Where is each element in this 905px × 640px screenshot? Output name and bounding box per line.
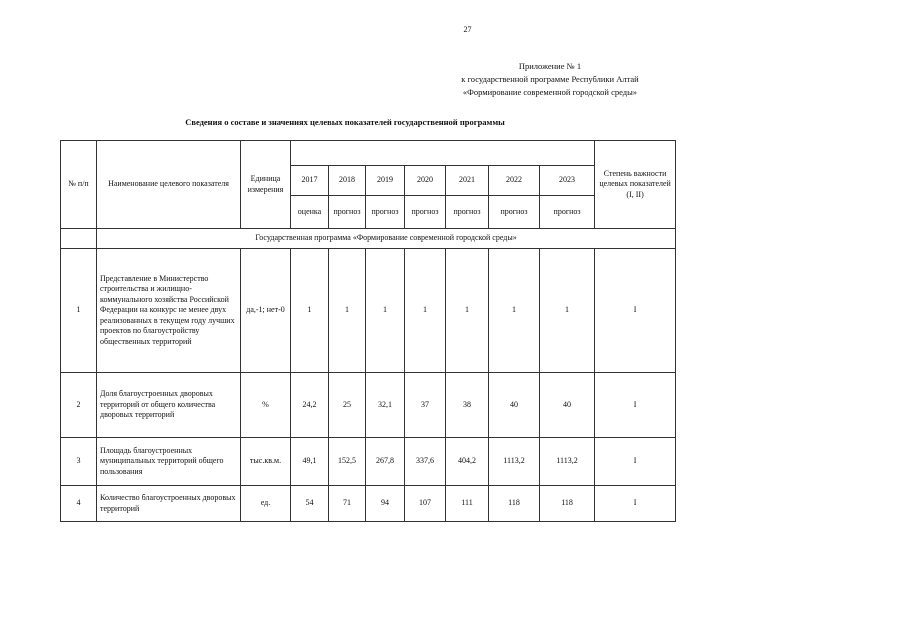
row-num: 4 <box>61 486 97 522</box>
row-value: 54 <box>291 486 329 522</box>
row-value: 32,1 <box>366 373 405 438</box>
year-type: прогноз <box>446 196 489 229</box>
year-header: 2020 <box>405 166 446 196</box>
year-header: 2019 <box>366 166 405 196</box>
row-unit: да,-1; нет-0 <box>241 249 291 373</box>
table-row <box>61 486 676 522</box>
appendix-line-3: «Формирование современной городской среды» <box>462 87 638 97</box>
row-value: 38 <box>446 373 489 438</box>
row-name: Количество благоустроенных дворовых территорий <box>97 486 241 522</box>
row-name: Площадь благоустроенных муниципальных территорий общего пользования <box>97 438 241 486</box>
year-type: прогноз <box>329 196 366 229</box>
row-importance: I <box>595 438 676 486</box>
header-unit: Единица измерения <box>241 141 291 229</box>
row-name: Представление в Министерство строительства и жилищно-коммунального хозяйства Российской Федерации на конкурс не менее двух реализованных в текущем году лучших проектов по благоустройству общественных территорий <box>97 249 241 373</box>
year-type: прогноз <box>540 196 595 229</box>
row-value: 404,2 <box>446 438 489 486</box>
row-value: 1113,2 <box>540 438 595 486</box>
row-value: 1 <box>489 249 540 373</box>
row-value: 94 <box>366 486 405 522</box>
header-row <box>61 141 676 166</box>
table-row <box>61 438 676 486</box>
page-number: 27 <box>463 25 472 34</box>
row-value: 267,8 <box>366 438 405 486</box>
row-value: 111 <box>446 486 489 522</box>
year-header: 2018 <box>329 166 366 196</box>
row-value: 40 <box>540 373 595 438</box>
row-name: Доля благоустроенных дворовых территорий от общего количества дворовых территорий <box>97 373 241 438</box>
year-type: оценка <box>291 196 329 229</box>
table-row <box>61 373 676 438</box>
row-value: 1 <box>405 249 446 373</box>
header-values-group <box>291 141 595 166</box>
row-value: 24,2 <box>291 373 329 438</box>
document-title: Сведения о составе и значениях целевых показателей государственной программы <box>185 117 505 127</box>
row-unit: ед. <box>241 486 291 522</box>
row-value: 49,1 <box>291 438 329 486</box>
appendix-reference <box>430 60 670 99</box>
row-unit: % <box>241 373 291 438</box>
row-value: 1113,2 <box>489 438 540 486</box>
row-num: 1 <box>61 249 97 373</box>
year-type: прогноз <box>489 196 540 229</box>
row-value: 118 <box>540 486 595 522</box>
year-header: 2017 <box>291 166 329 196</box>
row-value: 1 <box>329 249 366 373</box>
row-value: 25 <box>329 373 366 438</box>
row-value: 1 <box>291 249 329 373</box>
table-row <box>61 249 676 373</box>
year-header: 2021 <box>446 166 489 196</box>
row-importance: I <box>595 249 676 373</box>
row-importance: I <box>595 373 676 438</box>
row-value: 1 <box>540 249 595 373</box>
header-name: Наименование целевого показателя <box>97 141 241 229</box>
row-unit: тыс.кв.м. <box>241 438 291 486</box>
section-empty-cell <box>61 229 97 249</box>
year-header: 2022 <box>489 166 540 196</box>
section-title: Государственная программа «Формирование современной городской среды» <box>97 229 676 249</box>
section-row <box>61 229 676 249</box>
row-value: 152,5 <box>329 438 366 486</box>
row-importance: I <box>595 486 676 522</box>
appendix-line-2: к государственной программе Республики Алтай <box>461 74 639 84</box>
indicators-table <box>60 140 676 522</box>
year-type: прогноз <box>366 196 405 229</box>
appendix-line-1: Приложение № 1 <box>518 61 582 71</box>
row-value: 107 <box>405 486 446 522</box>
row-num: 2 <box>61 373 97 438</box>
row-num: 3 <box>61 438 97 486</box>
header-num: № п/п <box>61 141 97 229</box>
row-value: 71 <box>329 486 366 522</box>
row-value: 1 <box>366 249 405 373</box>
row-value: 1 <box>446 249 489 373</box>
header-importance: Степень важности целевых показателей (I, II) <box>595 141 676 229</box>
row-value: 337,6 <box>405 438 446 486</box>
year-type: прогноз <box>405 196 446 229</box>
row-value: 40 <box>489 373 540 438</box>
row-value: 118 <box>489 486 540 522</box>
row-value: 37 <box>405 373 446 438</box>
year-header: 2023 <box>540 166 595 196</box>
